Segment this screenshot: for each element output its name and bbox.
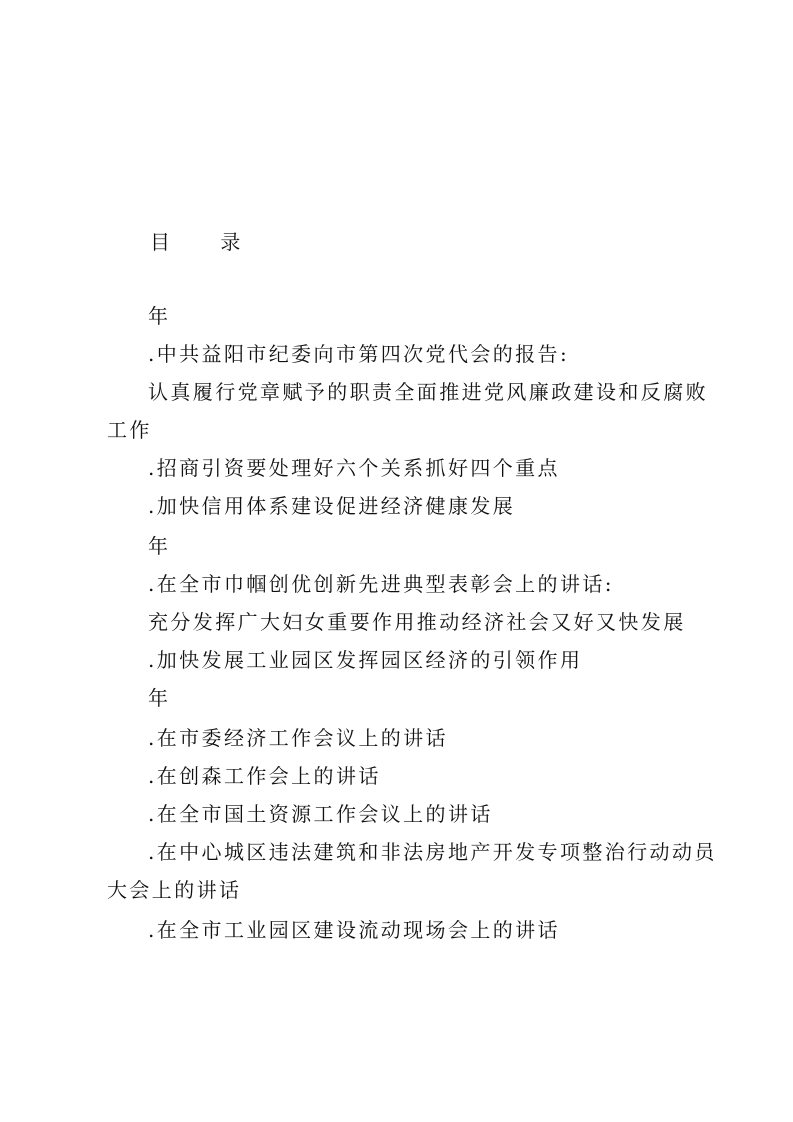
toc-line-year-3: 年 (148, 686, 171, 710)
toc-entry-4: .在全市巾帼创优创新先进典型表彰会上的讲话: (148, 572, 614, 596)
toc-entry-1-subtitle: 认真履行党章赋予的职责全面推进党风廉政建设和反腐败 (148, 380, 708, 404)
toc-line-year-2: 年 (148, 534, 171, 558)
toc-entry-9: .在中心城区违法建筑和非法房地产开发专项整治行动动员 (148, 840, 717, 864)
toc-line-year-1: 年 (148, 304, 171, 328)
toc-entry-5: .加快发展工业园区发挥园区经济的引领作用 (148, 648, 583, 672)
toc-entry-6: .在市委经济工作会议上的讲话 (148, 726, 448, 750)
toc-title: 目 录 (150, 230, 263, 254)
toc-entry-3: .加快信用体系建设促进经济健康发展 (148, 494, 516, 518)
toc-entry-4-subtitle: 充分发挥广大妇女重要作用推动经济社会又好又快发展 (148, 610, 686, 634)
toc-entry-8: .在全市国土资源工作会议上的讲话 (148, 802, 493, 826)
toc-entry-2: .招商引资要处理好六个关系抓好四个重点 (148, 456, 560, 480)
toc-entry-1-subtitle-cont: 工作 (107, 418, 152, 442)
toc-entry-7: .在创森工作会上的讲话 (148, 764, 381, 788)
toc-entry-10: .在全市工业园区建设流动现场会上的讲话 (148, 918, 560, 942)
toc-entry-9-cont: 大会上的讲话 (107, 878, 242, 902)
toc-entry-1: .中共益阳市纪委向市第四次党代会的报告: (148, 342, 570, 366)
